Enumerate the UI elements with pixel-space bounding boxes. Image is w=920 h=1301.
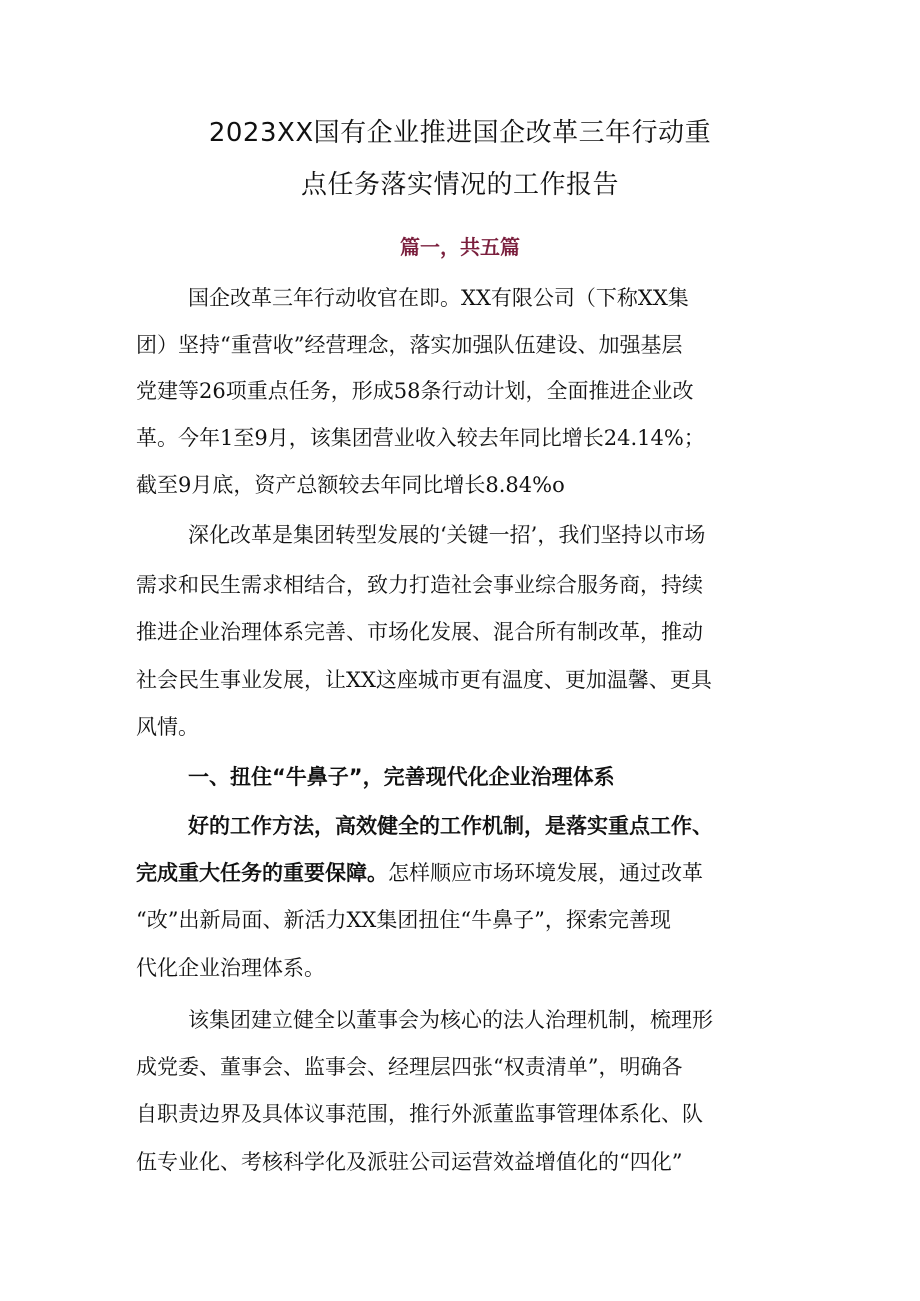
paragraph-3-line: “改”出新局面、新活力XX集团扭住“牛鼻子”，探索完善现 (136, 908, 671, 932)
paragraph-1-line: 国企改革三年行动收官在即。XX有限公司（下称XX集 (188, 286, 689, 310)
paragraph-4-line: 该集团建立健全以董事会为核心的法人治理机制，梳理形 (188, 1008, 713, 1032)
paragraph-4-line: 成党委、董事会、监事会、经理层四张“权责清单”，明确各 (136, 1055, 683, 1079)
document-title-line-2: 点任务落实情况的工作报告 (300, 170, 619, 200)
paragraph-1-line: 革。今年1至9月，该集团营业收入较去年同比增长24.14%； (136, 426, 705, 450)
paragraph-3-line (136, 858, 786, 888)
paragraph-3-text: 怎样顺应市场环境发展，通过改革 (388, 861, 703, 885)
paragraph-3-line: 代化企业治理体系。 (136, 956, 325, 980)
paragraph-4-line: 自职责边界及具体议事范围，推行外派董监事管理体系化、队 (136, 1102, 703, 1126)
paragraph-2-line: 深化改革是集团转型发展的‘关键一招’，我们坚持以市场 (188, 523, 706, 547)
paragraph-2-line: 需求和民生需求相结合，致力打造社会事业综合服务商，持续 (136, 573, 703, 597)
paragraph-3-bold-line: 好的工作方法，高效健全的工作机制，是落实重点工作、 (188, 814, 713, 838)
section-1-heading: 一、扭住“牛鼻子”，完善现代化企业治理体系 (188, 765, 615, 789)
paragraph-3-bold-text: 完成重大任务的重要保障。 (136, 861, 388, 885)
paragraph-1-line: 团）坚持“重营收”经营理念，落实加强队伍建设、加强基层 (136, 333, 683, 357)
paragraph-2-line: 推进企业治理体系完善、市场化发展、混合所有制改革，推动 (136, 620, 703, 644)
paragraph-1-line: 截至9月底，资产总额较去年同比增长8.84%o (136, 473, 565, 497)
paragraph-4-line: 伍专业化、考核科学化及派驻公司运营效益增值化的“四化” (136, 1150, 683, 1174)
paragraph-2-line: 风情。 (136, 715, 199, 739)
paragraph-1-line: 党建等26项重点任务，形成58条行动计划，全面推进企业改 (136, 379, 694, 403)
document-title-line-1: 2023XX国有企业推进国企改革三年行动重 (208, 118, 712, 148)
paragraph-2-line: 社会民生事业发展，让XX这座城市更有温度、更加温馨、更具 (136, 668, 712, 692)
document-subtitle: 篇一，共五篇 (400, 235, 520, 259)
